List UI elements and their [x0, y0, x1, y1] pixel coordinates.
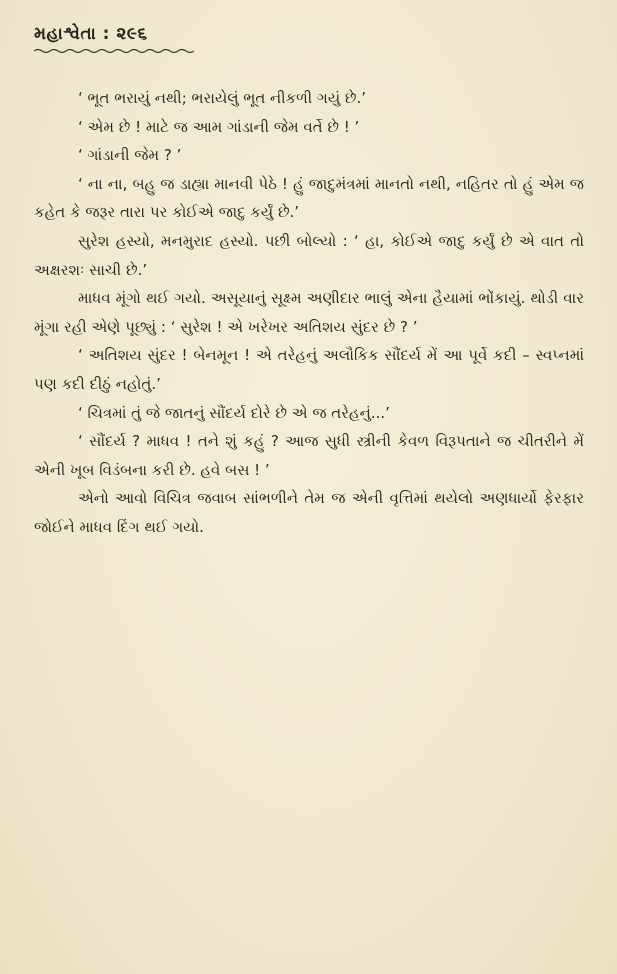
paragraph: ‘ એમ છે ! માટે જ આમ ગાંડાની જેમ વર્તે છે ! ’ — [78, 117, 360, 136]
paragraph: ‘ ચિત્રમાં તું જે જાતનું સૌંદર્ય દોરે છે એ જ તરેહનું...’ — [78, 403, 390, 422]
header-wavy-rule — [34, 48, 194, 54]
paragraph: ‘ ના ના, બહુ જ ડાહ્યા માનવી પેઠે ! હું જાદુમંત્રમાં માનતો નથી, નહિતર તો હું એમ જ કહેત કે જરૂર તારા પર કોઈએ જાદુ કર્યું છે.’ — [34, 174, 584, 222]
paragraph: ‘ અતિશય સુંદર ! બેનમૂન ! એ તરેહનું અલૌકિક સૌંદર્ય મેં આ પૂર્વે કદી – સ્વપ્નમાં પણ કદી દીઠું નહોતું.’ — [34, 346, 584, 393]
paragraph: ‘ ભૂત ભરાયું નથી; ભરાયેલું ભૂત નીકળી ગયું છે.’ — [78, 89, 367, 107]
paragraph: એનો આવો વિચિત્ર જવાબ સાંભળીને તેમ જ એની વૃત્તિમાં થયેલો અણધાર્યો ફેરફાર જોઈને માધવ દિંગ થઈ ગયો. — [34, 489, 584, 536]
paragraph: ‘ ગાંડાની જેમ ? ’ — [78, 146, 182, 165]
page-header: મહાશ્વેતા : ૨૯૬ — [34, 24, 148, 44]
paragraph: સુરેશ હસ્યો, મનમુરાદ હસ્યો. પછી બોલ્યો : ‘ હા, કોઈએ જાદુ કર્યું છે એ વાત તો અક્ષરશઃ સાચી છે.’ — [34, 231, 584, 279]
paragraph: ‘ સૌંદર્ય ? માધવ ! તને શું કહું ? આજ સુધી સ્ત્રીની કેવળ વિરૂપતાને જ ચીતરીને મેં એની ખૂબ વિડંબના કરી છે. હવે બસ ! ’ — [34, 432, 584, 479]
page-body — [34, 84, 584, 542]
paragraph: માધવ મૂંગો થઈ ગયો. અસૂયાનું સૂક્ષ્મ અણીદાર ભાલું એના હૈયામાં ભોંકાયું. થોડી વાર મૂંગા રહી એણે પૂછ્યું : ‘ સુરેશ ! એ ખરેખર અતિશય સુંદર છે ? ’ — [34, 289, 584, 336]
